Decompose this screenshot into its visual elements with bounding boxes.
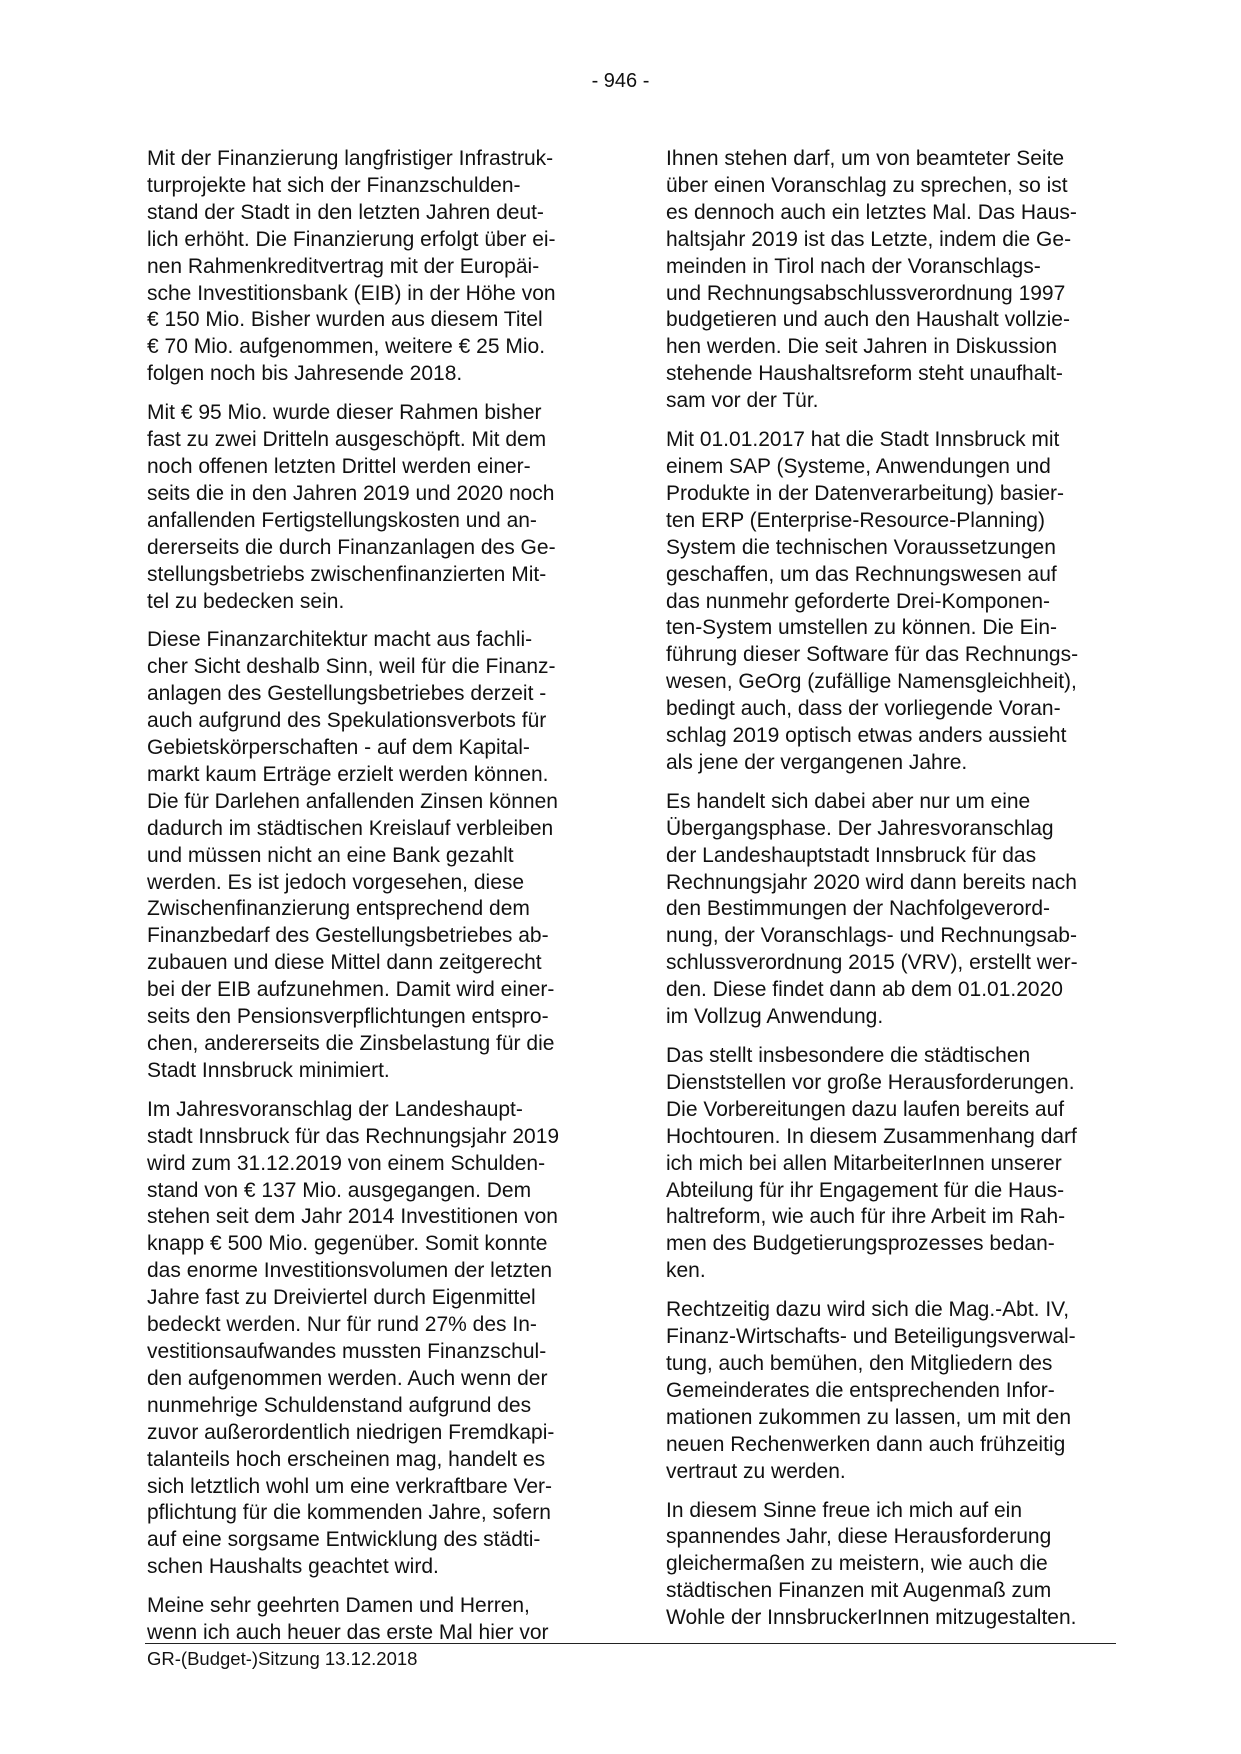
paragraph (147, 1593, 595, 1647)
text-line: stehen seit dem Jahr 2014 Investitionen von (147, 1205, 558, 1229)
text-line: sche Investitionsbank (EIB) in der Höhe von (147, 281, 556, 305)
text-line: geschaffen, um das Rechnungswesen auf (666, 562, 1057, 586)
text-line: es dennoch auch ein letztes Mal. Das Haus- (666, 200, 1077, 224)
paragraph (666, 146, 1114, 415)
text-line: Gemeinderates die entsprechenden Infor- (666, 1378, 1055, 1402)
footer-divider (145, 1643, 1116, 1644)
text-line: zubauen und diese Mittel dann zeitgerecht (147, 951, 542, 975)
text-line: Finanzbedarf des Gestellungsbetriebes ab- (147, 924, 549, 948)
text-line: € 150 Mio. Bisher wurden aus diesem Titel (147, 308, 543, 332)
text-line: Meine sehr geehrten Damen und Herren, (147, 1594, 530, 1618)
text-line: den. Diese findet dann ab dem 01.01.2020 (666, 978, 1063, 1002)
text-line: im Vollzug Anwendung. (666, 1005, 884, 1029)
text-line: meinden in Tirol nach der Voranschlags- (666, 254, 1041, 278)
text-line: der Landeshauptstadt Innsbruck für das (666, 843, 1037, 867)
text-line: € 70 Mio. aufgenommen, weitere € 25 Mio. (147, 335, 546, 359)
text-line: führung dieser Software für das Rechnungs- (666, 643, 1079, 667)
paragraph (666, 1498, 1114, 1633)
text-line: schlag 2019 optisch etwas anders aussieht (666, 724, 1067, 748)
text-line: ich mich bei allen MitarbeiterInnen unserer (666, 1151, 1062, 1175)
text-line: Übergangsphase. Der Jahresvoranschlag (666, 816, 1054, 840)
text-line: Rechnungsjahr 2020 wird dann bereits nach (666, 870, 1077, 894)
paragraph (666, 427, 1114, 777)
text-line: auch aufgrund des Spekulationsverbots für (147, 709, 547, 733)
text-line: Mit € 95 Mio. wurde dieser Rahmen bisher (147, 401, 542, 425)
text-line: Stadt Innsbruck minimiert. (147, 1058, 390, 1082)
text-line: dadurch im städtischen Kreislauf verbleiben (147, 816, 554, 840)
text-line: folgen noch bis Jahresende 2018. (147, 362, 463, 386)
page-number: - 946 - (591, 70, 650, 92)
text-line: budgetieren und auch den Haushalt vollzie- (666, 308, 1070, 332)
text-line: das nunmehr geforderte Drei-Komponen- (666, 589, 1051, 613)
text-line: Wohle der InnsbruckerInnen mitzugestalten. (666, 1606, 1077, 1630)
text-line: Ihnen stehen darf, um von beamteter Seite (666, 147, 1065, 170)
text-line: anfallenden Fertigstellungskosten und an- (147, 508, 537, 532)
text-line: schen Haushalts geachtet wird. (147, 1555, 439, 1579)
paragraph (147, 146, 595, 388)
text-line: lich erhöht. Die Finanzierung erfolgt über ei- (147, 227, 556, 251)
paragraph (147, 400, 595, 615)
text-line: stand von € 137 Mio. ausgegangen. Dem (147, 1178, 532, 1202)
text-line: als jene der vergangenen Jahre. (666, 750, 968, 774)
text-line: sam vor der Tür. (666, 389, 819, 413)
text-line: ken. (666, 1259, 706, 1283)
text-line: neuen Rechenwerken dann auch frühzeitig (666, 1432, 1066, 1456)
text-line: haltsjahr 2019 ist das Letzte, indem die Ge- (666, 227, 1072, 251)
text-line: und Rechnungsabschlussverordnung 1997 (666, 281, 1066, 305)
text-line: bei der EIB aufzunehmen. Damit wird einer- (147, 978, 555, 1002)
text-line: nen Rahmenkreditvertrag mit der Europäi- (147, 254, 540, 278)
text-line: Jahre fast zu Dreiviertel durch Eigenmittel (147, 1286, 536, 1310)
text-line: chen, andererseits die Zinsbelastung für die (147, 1032, 555, 1055)
text-line: Gebietskörperschaften - auf dem Kapital- (147, 736, 530, 760)
text-line: einem SAP (Systeme, Anwendungen und (666, 454, 1051, 478)
text-line: Die für Darlehen anfallenden Zinsen können (147, 789, 558, 813)
text-line: nung, der Voranschlags- und Rechnungsab- (666, 924, 1077, 948)
paragraph (666, 1297, 1114, 1485)
text-line: fast zu zwei Dritteln ausgeschöpft. Mit dem (147, 428, 547, 452)
text-line: stadt Innsbruck für das Rechnungsjahr 2019 (147, 1124, 560, 1148)
paragraph (147, 1097, 595, 1581)
text-line: dererseits die durch Finanzanlagen des Ge- (147, 535, 556, 559)
text-line: pflichtung für die kommenden Jahre, sofern (147, 1501, 551, 1525)
text-line: Dienststellen vor große Herausforderungen. (666, 1070, 1075, 1094)
text-line: tel zu bedecken sein. (147, 589, 345, 613)
text-line: vestitionsaufwandes mussten Finanzschul- (147, 1339, 547, 1363)
text-line: seits den Pensionsverpflichtungen entspro- (147, 1005, 549, 1029)
text-line: Rechtzeitig dazu wird sich die Mag.-Abt. IV, (666, 1298, 1070, 1322)
text-line: städtischen Finanzen mit Augenmaß zum (666, 1579, 1052, 1603)
paragraph (666, 789, 1114, 1031)
right-column (666, 146, 1114, 1644)
text-line: wesen, GeOrg (zufällige Namensgleichheit), (666, 670, 1077, 694)
text-line: stand der Stadt in den letzten Jahren deut- (147, 200, 544, 224)
text-line: Das stellt insbesondere die städtischen (666, 1044, 1031, 1067)
text-line: das enorme Investitionsvolumen der letzten (147, 1259, 553, 1283)
text-line: gleichermaßen zu meistern, wie auch die (666, 1552, 1048, 1576)
text-line: talanteils hoch erscheinen mag, handelt es (147, 1447, 546, 1471)
text-line: ten ERP (Enterprise-Resource-Planning) (666, 508, 1045, 532)
text-line: nunmehrige Schuldenstand aufgrund des (147, 1393, 532, 1417)
text-line: Hochtouren. In diesem Zusammenhang darf (666, 1124, 1077, 1148)
text-line: tung, auch bemühen, den Mitgliedern des (666, 1351, 1053, 1375)
text-line: bedeckt werden. Nur für rund 27% des In- (147, 1313, 537, 1337)
text-line: schlussverordnung 2015 (VRV), erstellt wer- (666, 951, 1078, 975)
text-line: den Bestimmungen der Nachfolgeverord- (666, 897, 1051, 921)
text-line: Diese Finanzarchitektur macht aus fachli- (147, 628, 533, 652)
text-line: Es handelt sich dabei aber nur um eine (666, 789, 1031, 813)
text-line: wird zum 31.12.2019 von einem Schulden- (147, 1151, 546, 1175)
text-line: stehende Haushaltsreform steht unaufhalt- (666, 362, 1063, 386)
text-line: noch offenen letzten Drittel werden einer- (147, 454, 531, 478)
text-line: anlagen des Gestellungsbetriebes derzeit - (147, 682, 547, 706)
text-line: Mit der Finanzierung langfristiger Infrastruk- (147, 147, 554, 170)
text-line: Im Jahresvoranschlag der Landeshaupt- (147, 1097, 523, 1121)
text-line: Mit 01.01.2017 hat die Stadt Innsbruck mit (666, 428, 1060, 452)
text-line: knapp € 500 Mio. gegenüber. Somit konnte (147, 1232, 548, 1256)
text-line: seits die in den Jahren 2019 und 2020 noch (147, 481, 555, 505)
text-line: haltreform, wie auch für ihre Arbeit im Rah- (666, 1205, 1066, 1229)
paragraph (666, 1043, 1114, 1285)
text-line: zuvor außerordentlich niedrigen Fremdkapi- (147, 1420, 555, 1444)
text-line: turprojekte hat sich der Finanzschulden- (147, 173, 521, 197)
text-line: men des Budgetierungsprozesses bedan- (666, 1232, 1055, 1256)
text-line: wenn ich auch heuer das erste Mal hier vor (147, 1621, 549, 1645)
text-line: Abteilung für ihr Engagement für die Haus- (666, 1178, 1065, 1202)
left-column (147, 146, 595, 1659)
text-line: werden. Es ist jedoch vorgesehen, diese (147, 870, 525, 894)
text-line: Finanz-Wirtschafts- und Beteiligungsverwal- (666, 1325, 1076, 1349)
text-line: System die technischen Voraussetzungen (666, 535, 1056, 559)
text-line: Zwischenfinanzierung entsprechend dem (147, 897, 530, 921)
text-line: markt kaum Erträge erzielt werden können. (147, 762, 549, 786)
text-line: auf eine sorgsame Entwicklung des städti- (147, 1528, 541, 1552)
text-line: Die Vorbereitungen dazu laufen bereits auf (666, 1097, 1065, 1121)
text-line: hen werden. Die seit Jahren in Diskussion (666, 335, 1058, 359)
text-line: Produkte in der Datenverarbeitung) basier- (666, 481, 1065, 505)
text-line: mationen zukommen zu lassen, um mit den (666, 1405, 1072, 1429)
text-line: den aufgenommen werden. Auch wenn der (147, 1366, 548, 1390)
text-line: spannendes Jahr, diese Herausforderung (666, 1525, 1052, 1549)
text-line: vertraut zu werden. (666, 1459, 846, 1483)
text-line: In diesem Sinne freue ich mich auf ein (666, 1498, 1023, 1522)
text-line: ten-System umstellen zu können. Die Ein- (666, 616, 1058, 640)
text-line: stellungsbetriebs zwischenfinanzierten Mit- (147, 562, 547, 586)
text-line: cher Sicht deshalb Sinn, weil für die Finanz- (147, 655, 556, 679)
text-line: sich letztlich wohl um eine verkraftbare Ver- (147, 1474, 552, 1498)
text-line: bedingt auch, dass der vorliegende Voran- (666, 697, 1061, 721)
paragraph (147, 627, 595, 1084)
text-line: und müssen nicht an eine Bank gezahlt (147, 843, 514, 867)
footer-text: GR-(Budget-)Sitzung 13.12.2018 (147, 1648, 418, 1669)
text-line: über einen Voranschlag zu sprechen, so ist (666, 173, 1068, 197)
